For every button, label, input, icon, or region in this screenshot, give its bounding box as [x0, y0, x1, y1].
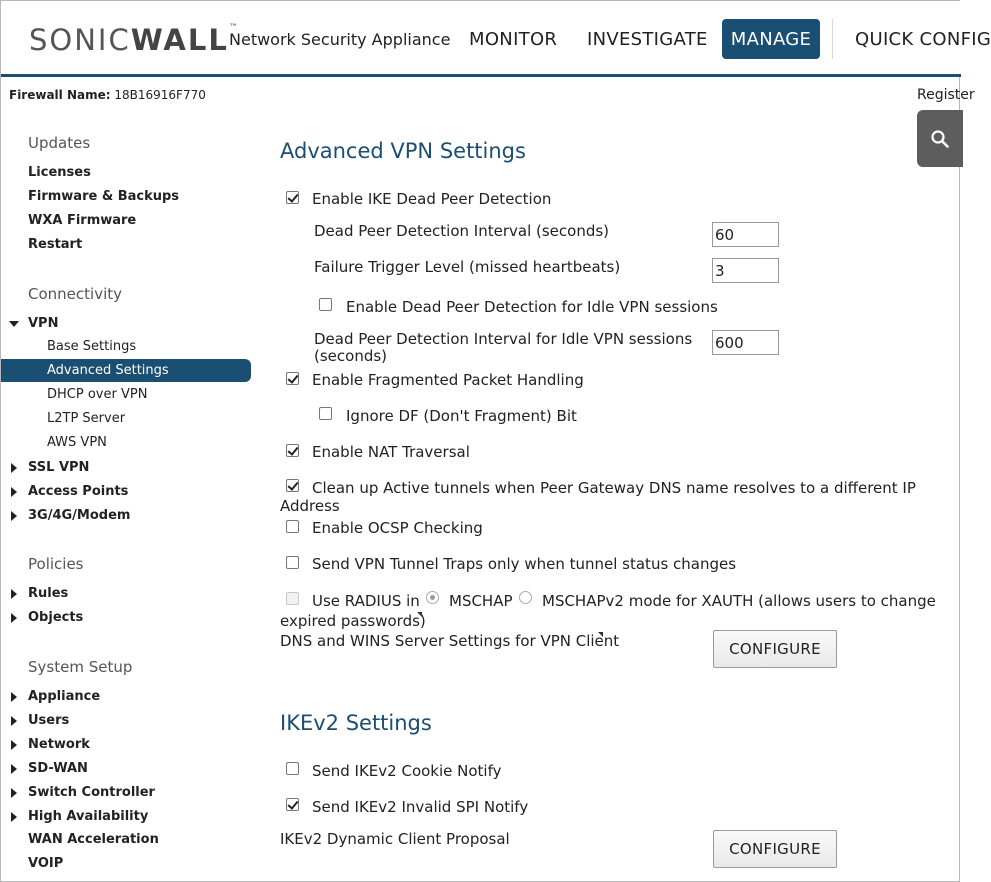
vpn-traps-checkbox[interactable]: [286, 556, 299, 569]
sidebar-subitem-aws-vpn[interactable]: AWS VPN: [47, 435, 107, 450]
cleanup-tunnels-label-line-2: Address: [280, 497, 340, 515]
dpd-interval-input[interactable]: 60: [712, 222, 779, 247]
sidebar-item-rules[interactable]: Rules: [28, 586, 69, 601]
use-radius-checkbox[interactable]: [286, 592, 299, 605]
sidebar-item-users[interactable]: Users: [28, 713, 70, 728]
search-button[interactable]: [917, 110, 963, 167]
sidebar-item-access-points[interactable]: Access Points: [28, 484, 129, 499]
ikev2-dynamic-proposal-label: IKEv2 Dynamic Client Proposal: [280, 830, 510, 848]
sonicwall-logo: [29, 23, 238, 57]
sidebar-subitem-dhcp-over-vpn[interactable]: DHCP over VPN: [47, 387, 148, 402]
sidebar-item-licenses[interactable]: Licenses: [28, 165, 91, 180]
nat-traversal-checkbox[interactable]: [286, 444, 299, 457]
idle-interval-input[interactable]: 600: [712, 330, 779, 355]
mschapv2-label-line-1: MSCHAPv2 mode for XAUTH (allows users to change: [542, 592, 936, 610]
sidebar-item-sd-wan[interactable]: SD-WAN: [28, 761, 88, 776]
firewall-name: [9, 88, 206, 102]
ignore-df-label: Ignore DF (Don't Fragment) Bit: [346, 407, 577, 425]
product-name: Network Security Appliance: [229, 30, 451, 49]
idle-interval-label-line-1: Dead Peer Detection Interval for Idle VPN sessions: [314, 330, 693, 348]
ikev2-settings-title: IKEv2 Settings: [280, 711, 432, 735]
firewall-name-value: 18B16916F770: [114, 88, 206, 102]
ocsp-checkbox[interactable]: [286, 520, 299, 533]
nav-investigate[interactable]: INVESTIGATE: [587, 29, 708, 50]
ignore-df-checkbox[interactable]: [319, 407, 332, 420]
ikev2-cookie-checkbox[interactable]: [286, 762, 299, 775]
search-icon: [930, 129, 950, 149]
ocsp-label: Enable OCSP Checking: [312, 519, 483, 537]
failure-trigger-input[interactable]: 3: [712, 258, 779, 283]
nav-monitor[interactable]: MONITOR: [469, 29, 558, 50]
idle-interval-label: [314, 330, 692, 365]
sidebar-item-firmware-backups[interactable]: Firmware & Backups: [28, 189, 180, 204]
top-bar: [1, 1, 991, 77]
sidebar-item-vpn[interactable]: VPN: [28, 316, 59, 331]
ikev2-configure-button[interactable]: CONFIGURE: [713, 830, 837, 868]
nav-divider: [832, 19, 833, 59]
sidebar-item-restart[interactable]: Restart: [28, 237, 83, 252]
vpn-traps-label: Send VPN Tunnel Traps only when tunnel status changes: [312, 555, 737, 573]
sidebar-item-voip[interactable]: VOIP: [28, 856, 64, 871]
use-radius-label: Use RADIUS in: [312, 592, 420, 610]
failure-trigger-label: Failure Trigger Level (missed heartbeats): [314, 258, 621, 276]
idle-interval-label-line-2: (seconds): [314, 347, 388, 365]
nav-manage[interactable]: MANAGE: [722, 19, 820, 59]
logo-text-sonic: SONIC: [29, 23, 131, 57]
sidebar-item-switch-controller[interactable]: Switch Controller: [28, 785, 155, 800]
sidebar-item-network[interactable]: Network: [28, 737, 90, 752]
ikev2-invalid-spi-label: Send IKEv2 Invalid SPI Notify: [312, 798, 529, 816]
firewall-name-label: Firewall Name:: [9, 88, 111, 102]
mschapv2-label-line-2: expired passwords): [280, 612, 426, 630]
nav-quick-configuration[interactable]: QUICK CONFIG: [855, 29, 991, 50]
sidebar-item-objects[interactable]: Objects: [28, 610, 84, 625]
tooltip-marker-icon[interactable]: [598, 632, 603, 637]
fragmented-packet-checkbox[interactable]: [286, 372, 299, 385]
cleanup-tunnels-label-line-1: Clean up Active tunnels when Peer Gateway DNS name resolves to a different IP: [312, 479, 916, 497]
nat-traversal-label: Enable NAT Traversal: [312, 443, 470, 461]
ikev2-cookie-label: Send IKEv2 Cookie Notify: [312, 762, 502, 780]
sidebar-section-policies: Policies: [28, 555, 84, 573]
logo-text-wall: WALL: [130, 23, 229, 57]
mschapv2-radio[interactable]: [519, 591, 532, 604]
sidebar-section-connectivity: Connectivity: [28, 285, 122, 303]
idle-dpd-label: Enable Dead Peer Detection for Idle VPN sessions: [346, 298, 718, 316]
cleanup-tunnels-checkbox[interactable]: [286, 479, 299, 492]
ike-dpd-checkbox[interactable]: [286, 191, 299, 204]
sidebar-subitem-base-settings[interactable]: Base Settings: [47, 339, 137, 354]
mschap-label: MSCHAP: [449, 592, 513, 610]
sidebar-item-wxa-firmware[interactable]: WXA Firmware: [28, 213, 137, 228]
sidebar-item-ssl-vpn[interactable]: SSL VPN: [28, 460, 90, 475]
sidebar-item-3g4g-modem[interactable]: 3G/4G/Modem: [28, 508, 131, 523]
sidebar-subitem-advanced-settings[interactable]: Advanced Settings: [1, 359, 251, 382]
sidebar-section-updates: Updates: [28, 134, 91, 152]
ike-dpd-label: Enable IKE Dead Peer Detection: [312, 190, 552, 208]
advanced-vpn-settings-title: Advanced VPN Settings: [280, 139, 526, 163]
idle-dpd-checkbox[interactable]: [319, 298, 332, 311]
dpd-interval-label: Dead Peer Detection Interval (seconds): [314, 222, 610, 240]
dns-wins-configure-button[interactable]: CONFIGURE: [713, 630, 837, 668]
sidebar-item-high-availability[interactable]: High Availability: [28, 809, 149, 824]
logo-trademark: ™: [228, 23, 238, 33]
sidebar-item-wan-acceleration[interactable]: WAN Acceleration: [28, 832, 159, 847]
register-link[interactable]: Register: [917, 87, 975, 103]
sidebar-section-system-setup: System Setup: [28, 658, 133, 676]
dns-wins-label: DNS and WINS Server Settings for VPN Client: [280, 632, 620, 650]
ikev2-invalid-spi-checkbox[interactable]: [286, 798, 299, 811]
tooltip-marker-icon[interactable]: [417, 612, 422, 617]
mschap-radio[interactable]: [426, 591, 439, 604]
sidebar-item-appliance[interactable]: Appliance: [28, 689, 101, 704]
fragmented-packet-label: Enable Fragmented Packet Handling: [312, 371, 584, 389]
sidebar-subitem-l2tp-server[interactable]: L2TP Server: [47, 411, 126, 426]
